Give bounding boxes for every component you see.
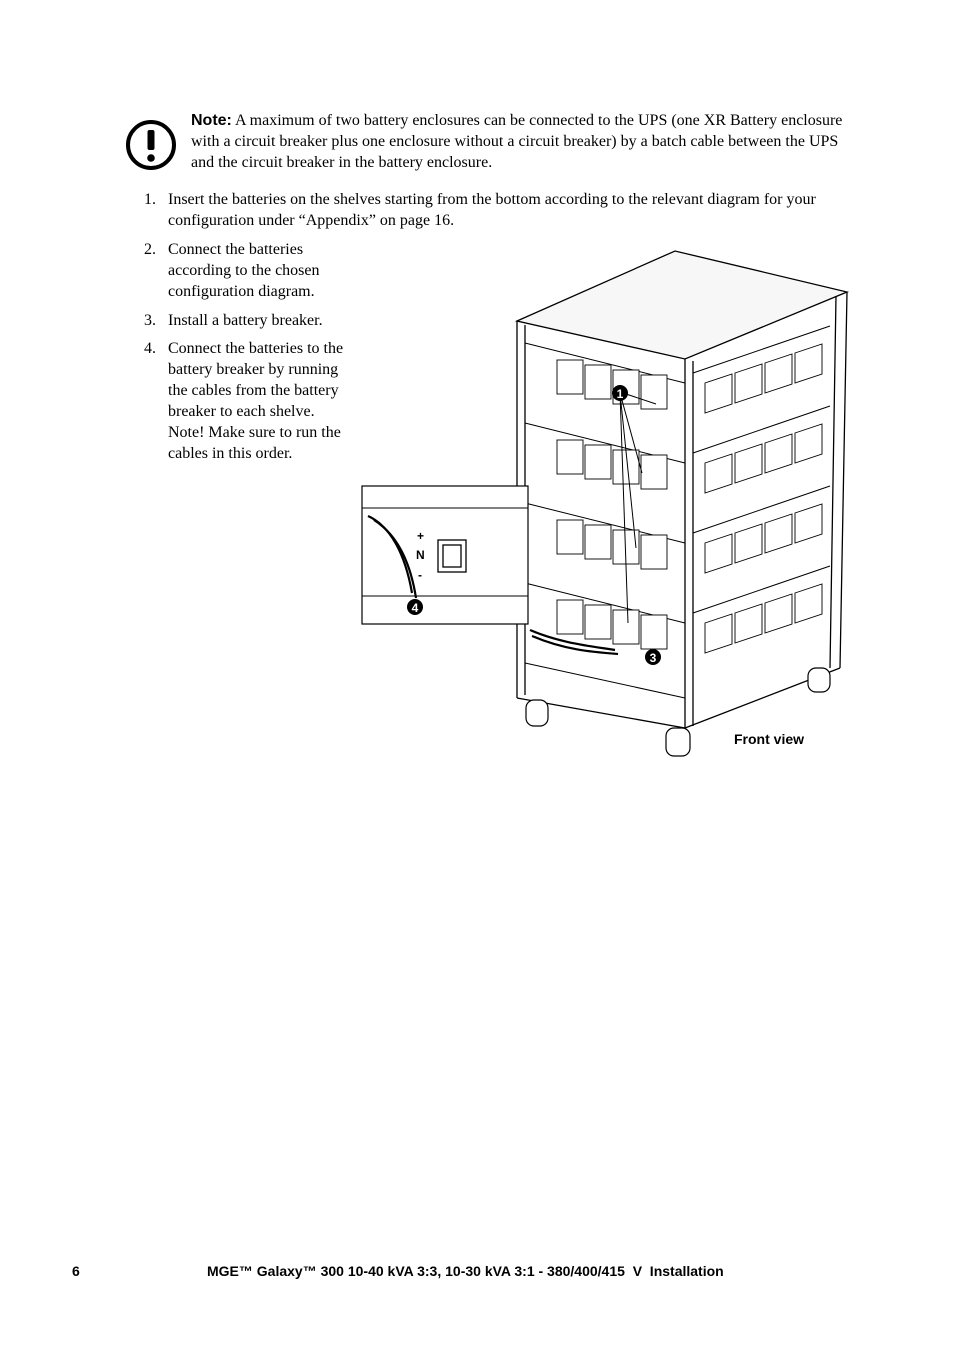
step-text: Connect the batteries to the battery breaker by running the cables from the battery breaker to each shelve. Note! Make sure to run the cables in this order. <box>168 340 344 462</box>
step-text: Insert the batteries on the shelves starting from the bottom according to the relevant diagram for your configuration under “Appendix” on page 16. <box>168 191 816 229</box>
step-number: 1. <box>144 191 156 208</box>
step-2 <box>144 239 349 305</box>
breaker-plus-label: + <box>417 529 425 543</box>
figure-caption: Front view <box>734 731 805 747</box>
note-label: Note: <box>191 112 232 129</box>
callout-3 <box>645 649 661 665</box>
callout-1-label: 1 <box>616 387 624 401</box>
breaker-n-label: N <box>416 548 425 562</box>
callout-1 <box>612 385 628 401</box>
note-text: A maximum of two battery enclosures can be connected to the UPS (one XR Battery enclosure with a circuit breaker plus one enclosure without a circuit breaker) by a batch cable between the UPS and the circuit breaker in the battery enclosure. <box>191 112 843 171</box>
step-number: 4. <box>144 340 156 357</box>
step-text: Install a battery breaker. <box>168 312 323 329</box>
step-number: 3. <box>144 312 156 329</box>
page-number: 6 <box>72 1263 80 1279</box>
battery-cabinet-illustration <box>360 248 850 760</box>
callout-3-label: 3 <box>649 651 657 665</box>
callout-4-label: 4 <box>411 601 419 615</box>
step-3 <box>144 310 349 332</box>
step-1 <box>144 189 854 233</box>
note <box>191 110 856 173</box>
document-title: MGE™ Galaxy™ 300 10-40 kVA 3:3, 10-30 kVA 3:1 - 380/400/415 V Installation <box>207 1263 724 1279</box>
step-number: 2. <box>144 241 156 258</box>
breaker-minus-label: - <box>418 568 422 582</box>
callout-4 <box>407 599 423 615</box>
step-4 <box>144 338 349 488</box>
step-text: Connect the batteries according to the chosen configuration diagram. <box>168 241 320 300</box>
exclamation-circle-icon <box>124 118 178 172</box>
